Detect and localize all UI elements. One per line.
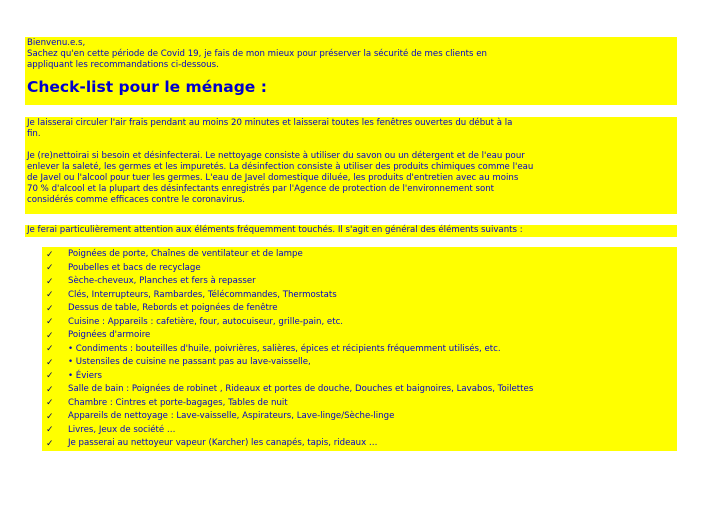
list-item-text: Poignées de porte, Chaînes de ventilateur et de lampe (68, 249, 303, 260)
list-item-text: Cuisine : Appareils : cafetière, four, autocuiseur, grille-pain, etc. (68, 316, 344, 327)
check-icon: ✓ (46, 438, 54, 449)
list-item-text: Dessus de table, Rebords et poignées de fenêtre (68, 303, 278, 314)
check-icon: ✓ (46, 425, 54, 436)
attention-text: Je ferai particulièrement attention aux éléments fréquemment touchés. Il s'agit en général des éléments suivants : (27, 225, 523, 235)
list-item-text: • Éviers (68, 370, 103, 381)
list-item-text: Sèche-cheveux, Planches et fers à repasser (68, 276, 256, 287)
list-item (42, 316, 677, 330)
list-item (42, 302, 677, 316)
list-item (42, 410, 677, 424)
check-icon: ✓ (46, 317, 54, 328)
check-icon: ✓ (46, 249, 54, 260)
air-paragraph: Je laisserai circuler l'air frais pendant au moins 20 minutes et laisserai toutes les fenêtres ouvertes du début à la fin. (27, 118, 513, 139)
list-item (42, 424, 677, 438)
list-item-text: • Ustensiles de cuisine ne passant pas au lave-vaisselle, (68, 357, 311, 368)
list-item-text: • Condiments : bouteilles d'huile, poivrières, salières, épices et récipients fréquemment utilisés, etc. (68, 343, 501, 354)
intro-text: Sachez qu'en cette période de Covid 19, je fais de mon mieux pour préserver la sécurité de mes clients en appliquant les recommandations ci-dessous. (27, 49, 487, 70)
list-item (42, 343, 677, 357)
list-item-text: Poignées d'armoire (68, 330, 151, 341)
list-item-text: Livres, Jeux de société … (68, 424, 176, 435)
list-item (42, 329, 677, 343)
check-icon: ✓ (46, 371, 54, 382)
list-item-text: Poubelles et bacs de recyclage (68, 262, 201, 273)
list-item (42, 370, 677, 384)
list-item (42, 275, 677, 289)
list-item (42, 356, 677, 370)
main-paragraphs (25, 117, 677, 214)
greeting-text: Bienvenu.e.s, (27, 38, 86, 48)
list-item (42, 397, 677, 411)
list-item (42, 262, 677, 276)
list-item-text: Je passerai au nettoyeur vapeur (Karcher) les canapés, tapis, rideaux … (68, 438, 378, 449)
list-item-text: Appareils de nettoyage : Lave-vaisselle, Aspirateurs, Lave-linge/Sèche-linge (68, 411, 395, 422)
check-icon: ✓ (46, 384, 54, 395)
intro-block (25, 37, 677, 105)
list-item-text: Chambre : Cintres et porte-bagages, Tables de nuit (68, 397, 288, 408)
check-icon: ✓ (46, 357, 54, 368)
page-title: Check-list pour le ménage : (27, 78, 267, 96)
list-item-text: Salle de bain : Poignées de robinet , Rideaux et portes de douche, Douches et baignoires, Lavabos, Toilettes (68, 384, 534, 395)
disinfection-paragraph: Je (re)nettoirai si besoin et désinfecterai. Le nettoyage consiste à utiliser du savon ou un détergent et de l'eau pour enlever la saleté, les germes et les impuretés. La désinfection consiste à utiliser des produits chimiques comme l'eau de Javel ou l'alcool pour tuer les germes. L'eau de Javel domestique diluée, les produits d'entretien avec au moins 70 % d'alcool et la plupart des désinfectants enregistrés par l'Agence de protection de l'environnement sont considérés comme efficaces contre le coronavirus. (27, 151, 534, 205)
check-icon: ✓ (46, 276, 54, 287)
check-icon: ✓ (46, 290, 54, 301)
check-icon: ✓ (46, 344, 54, 355)
check-icon: ✓ (46, 263, 54, 274)
check-icon: ✓ (46, 303, 54, 314)
list-item (42, 248, 677, 262)
list-item (42, 289, 677, 303)
check-icon: ✓ (46, 330, 54, 341)
attention-block (25, 225, 677, 237)
list-item (42, 437, 677, 451)
check-icon: ✓ (46, 398, 54, 409)
checklist (42, 247, 677, 451)
list-item-text: Clés, Interrupteurs, Rambardes, Télécommandes, Thermostats (68, 289, 337, 300)
list-item (42, 383, 677, 397)
check-icon: ✓ (46, 411, 54, 422)
